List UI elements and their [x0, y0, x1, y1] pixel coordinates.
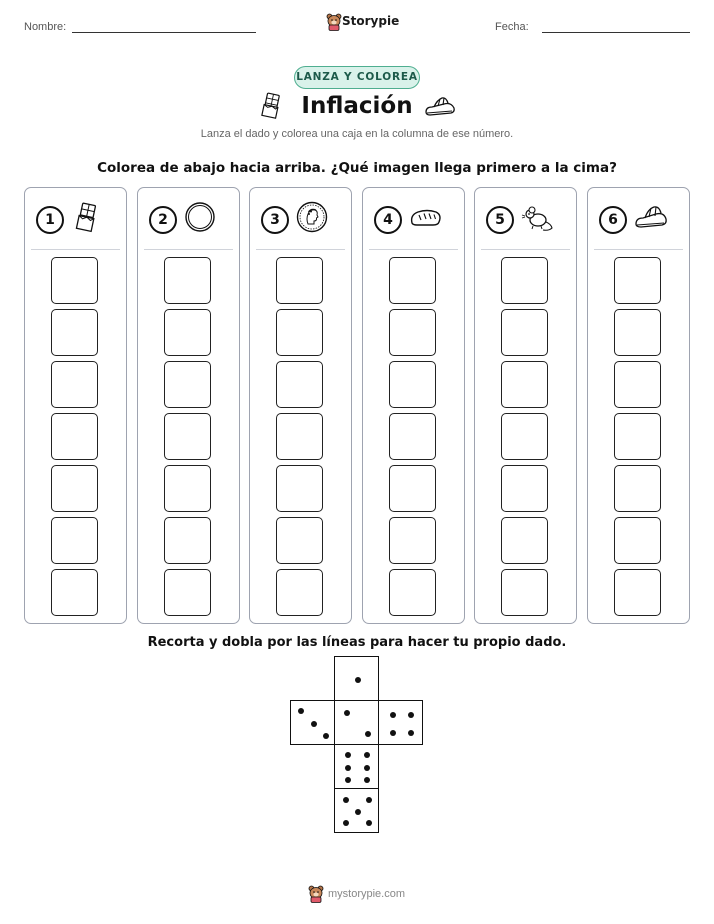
column-1	[24, 187, 127, 624]
color-box[interactable]	[51, 309, 98, 356]
die-pip	[364, 765, 370, 771]
color-box[interactable]	[51, 465, 98, 512]
column-divider	[369, 249, 458, 250]
brand-name: Storypie	[342, 14, 400, 28]
chocolate-bar-icon	[71, 201, 105, 235]
die-face-5	[334, 788, 379, 833]
column-number: 5	[486, 206, 514, 234]
color-box[interactable]	[614, 465, 661, 512]
column-5	[474, 187, 577, 624]
color-box[interactable]	[501, 361, 548, 408]
color-box[interactable]	[614, 569, 661, 616]
color-box[interactable]	[614, 361, 661, 408]
color-box[interactable]	[164, 569, 211, 616]
die-pip	[366, 797, 372, 803]
color-box[interactable]	[51, 257, 98, 304]
column-4	[362, 187, 465, 624]
color-box[interactable]	[501, 413, 548, 460]
die-pip	[365, 731, 371, 737]
column-6	[587, 187, 690, 624]
color-box[interactable]	[276, 413, 323, 460]
color-box[interactable]	[501, 257, 548, 304]
column-divider	[256, 249, 345, 250]
column-divider	[594, 249, 683, 250]
die-pip	[345, 765, 351, 771]
die-pip	[345, 777, 351, 783]
color-box[interactable]	[501, 309, 548, 356]
color-box[interactable]	[164, 413, 211, 460]
color-box[interactable]	[501, 517, 548, 564]
color-box[interactable]	[276, 309, 323, 356]
mouse-icon	[521, 201, 555, 235]
column-divider	[144, 249, 233, 250]
die-face-6	[334, 744, 379, 789]
column-number: 4	[374, 206, 402, 234]
bear-logo-icon	[326, 13, 342, 31]
color-box[interactable]	[389, 517, 436, 564]
die-pip	[364, 752, 370, 758]
die-pip	[344, 710, 350, 716]
color-box[interactable]	[614, 517, 661, 564]
die-instruction: Recorta y dobla por las líneas para hacer tu propio dado.	[147, 635, 567, 650]
die-pip	[390, 712, 396, 718]
column-number: 3	[261, 206, 289, 234]
color-box[interactable]	[51, 413, 98, 460]
color-box[interactable]	[389, 257, 436, 304]
color-box[interactable]	[164, 465, 211, 512]
die-face-4	[378, 700, 423, 745]
die-pip	[366, 820, 372, 826]
die-pip	[355, 677, 361, 683]
die-pip	[355, 809, 361, 815]
die-pip	[343, 820, 349, 826]
page-title: Inflación	[301, 93, 413, 119]
column-divider	[31, 249, 120, 250]
die-net	[290, 656, 426, 836]
color-box[interactable]	[614, 257, 661, 304]
color-box[interactable]	[276, 465, 323, 512]
column-3	[249, 187, 352, 624]
color-box[interactable]	[51, 517, 98, 564]
sandal-icon	[634, 201, 668, 235]
color-box[interactable]	[276, 569, 323, 616]
color-box[interactable]	[164, 309, 211, 356]
portrait-coin-icon	[296, 201, 330, 235]
die-pip	[364, 777, 370, 783]
color-box[interactable]	[164, 257, 211, 304]
date-label: Fecha:	[495, 21, 529, 33]
page-subtitle: Lanza el dado y colorea una caja en la columna de ese número.	[200, 128, 514, 140]
die-pip	[408, 730, 414, 736]
bread-icon	[409, 201, 443, 235]
activity-badge: LANZA Y COLOREA	[294, 66, 420, 89]
color-box[interactable]	[389, 569, 436, 616]
column-2	[137, 187, 240, 624]
column-number: 6	[599, 206, 627, 234]
sandal-icon	[424, 94, 456, 118]
color-box[interactable]	[276, 257, 323, 304]
color-box[interactable]	[389, 361, 436, 408]
color-box[interactable]	[389, 413, 436, 460]
color-box[interactable]	[51, 361, 98, 408]
color-box[interactable]	[276, 361, 323, 408]
date-line[interactable]	[542, 32, 690, 33]
column-divider	[481, 249, 570, 250]
die-pip	[343, 797, 349, 803]
die-pip	[311, 721, 317, 727]
die-pip	[390, 730, 396, 736]
die-pip	[408, 712, 414, 718]
color-box[interactable]	[276, 517, 323, 564]
instruction-heading: Colorea de abajo hacia arriba. ¿Qué imagen llega primero a la cima?	[97, 160, 617, 176]
color-box[interactable]	[51, 569, 98, 616]
color-box[interactable]	[501, 465, 548, 512]
die-face-1	[334, 656, 379, 701]
die-pip	[298, 708, 304, 714]
bear-logo-icon	[308, 885, 324, 903]
color-box[interactable]	[164, 517, 211, 564]
color-box[interactable]	[501, 569, 548, 616]
color-box[interactable]	[164, 361, 211, 408]
color-box[interactable]	[614, 309, 661, 356]
die-face-3	[290, 700, 335, 745]
die-pip	[323, 733, 329, 739]
color-box[interactable]	[389, 309, 436, 356]
die-pip	[345, 752, 351, 758]
coin-icon	[184, 201, 218, 235]
name-label: Nombre:	[24, 21, 67, 33]
column-number: 2	[149, 206, 177, 234]
die-face-2	[334, 700, 379, 745]
column-number: 1	[36, 206, 64, 234]
footer-url[interactable]: mystorypie.com	[328, 888, 406, 900]
name-line[interactable]	[72, 32, 256, 33]
color-box[interactable]	[614, 413, 661, 460]
color-box[interactable]	[389, 465, 436, 512]
